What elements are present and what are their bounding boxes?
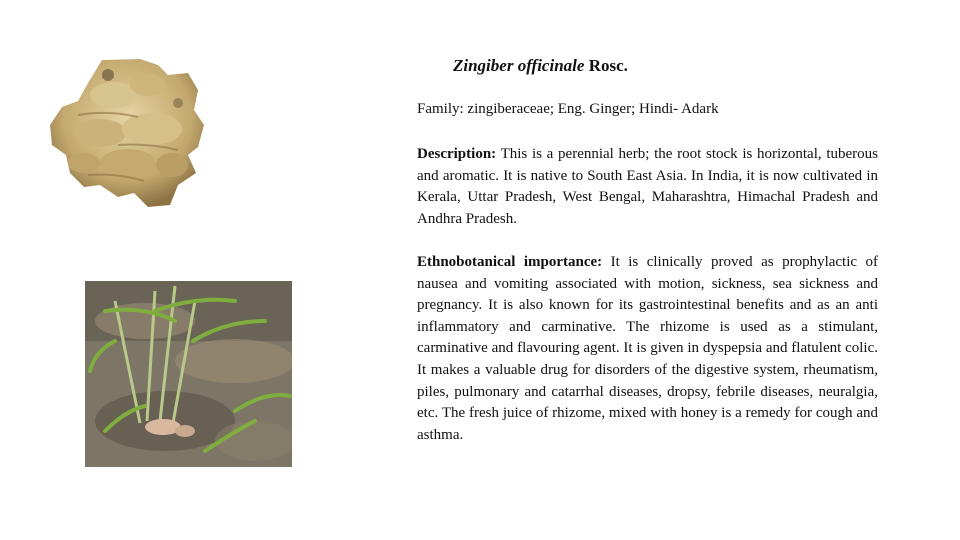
ethnobotanical-label: Ethnobotanical importance: (417, 254, 603, 270)
description-text: This is a perennial herb; the root stock is horizontal, tuberous and aromatic. It is native to South East Asia. In India, it is now cultivated in Kerala, Uttar Pradesh, West Bengal, Maharashtra, Himachal Pradesh and Andhra Pradesh. (417, 146, 878, 227)
ethnobotanical-text: It is clinically proved as prophylactic of nausea and vomiting associated with motion, sickness, sea sickness and pregnancy. It is also known for its gastrointestinal benefits and as an anti inflammatory and carminative. The rhizome is used as a stimulant, carminative and flavouring agent. It is given in dyspepsia and flatulent colic. It makes a valuable drug for disorders of the digestive system, rheumatism, piles, pulmonary and catarrhal diseases, dropsy, febrile diseases, neuralgia, etc. The fresh juice of rhizome, mixed with honey is a remedy for cough and asthma. (417, 254, 879, 443)
ethnobotanical-paragraph (417, 252, 878, 446)
description-label: Description: (417, 146, 497, 162)
page-title (453, 56, 628, 76)
species-author: Rosc. (588, 56, 628, 75)
ginger-rhizome-image (48, 55, 206, 210)
ginger-plant-image (85, 281, 292, 467)
description-paragraph (417, 144, 878, 230)
species-name: Zingiber officinale (453, 56, 585, 75)
family-line: Family: zingiberaceae; Eng. Ginger; Hindi- Adark (417, 101, 719, 117)
